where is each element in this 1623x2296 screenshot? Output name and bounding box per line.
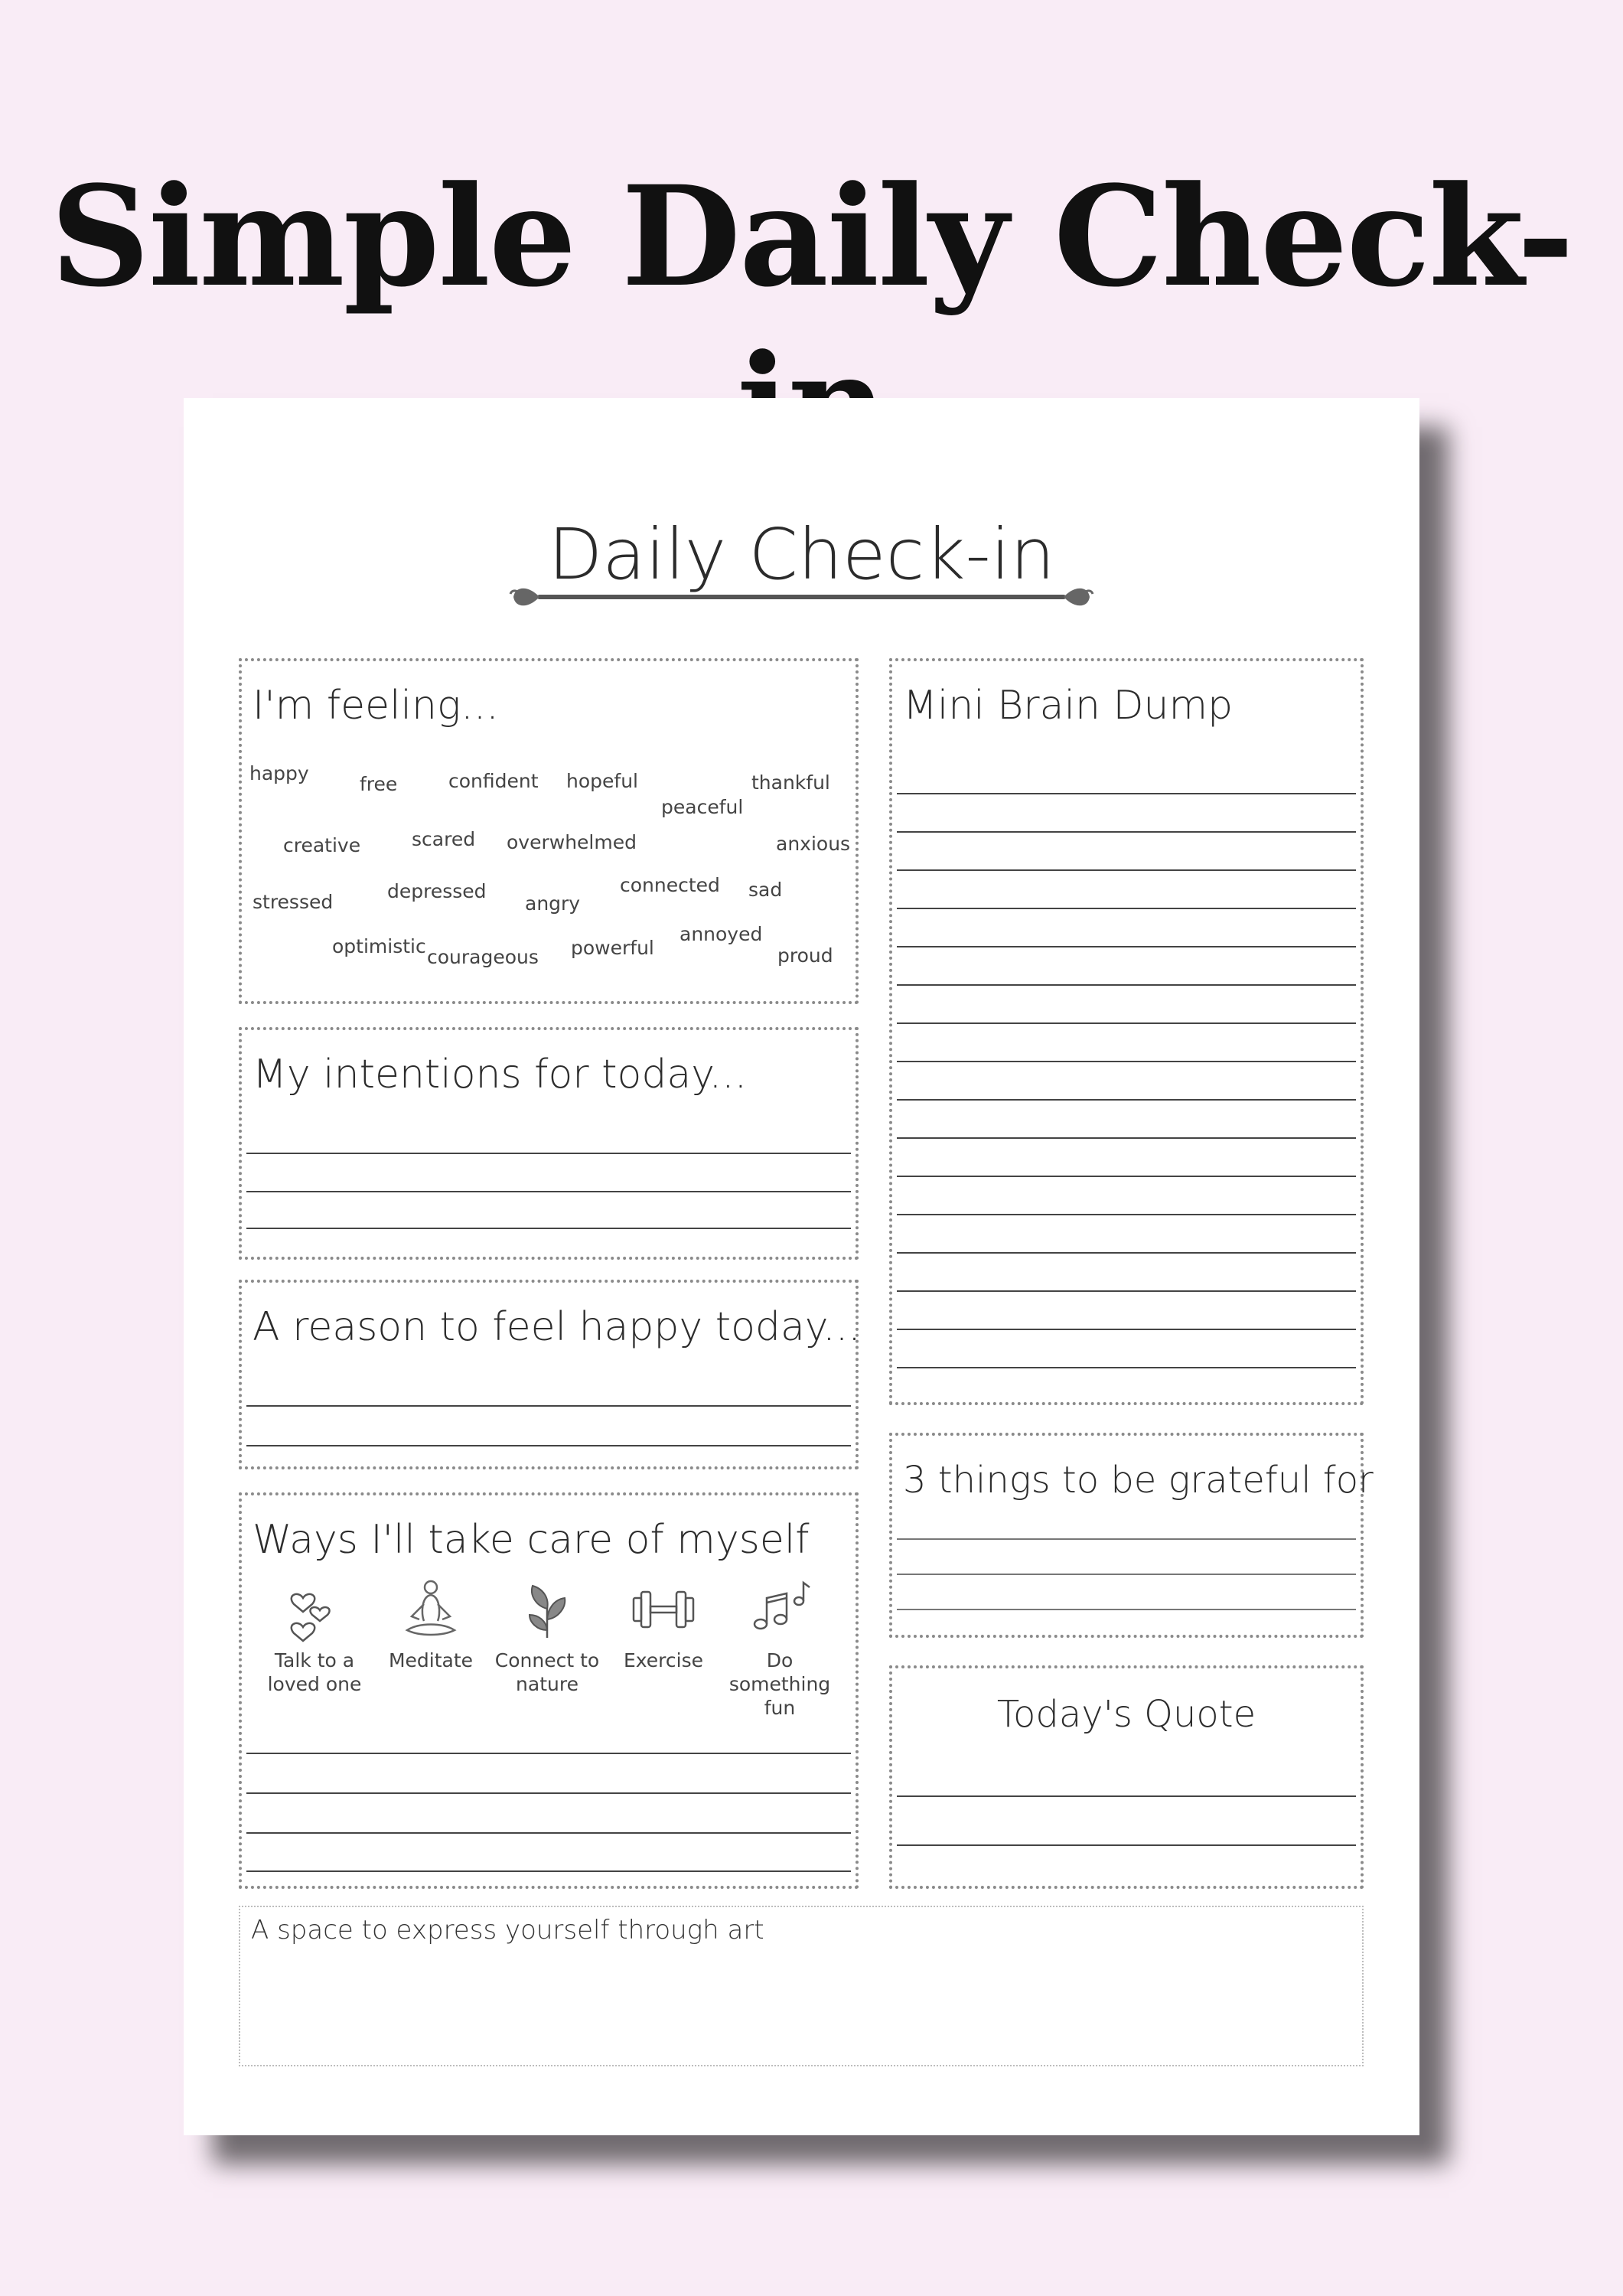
writing-line[interactable] (897, 869, 1356, 871)
feeling-word[interactable]: stressed (253, 891, 334, 913)
writing-line[interactable] (897, 1137, 1356, 1139)
writing-line[interactable] (897, 1214, 1356, 1215)
writing-line[interactable] (246, 1153, 851, 1154)
happy-reason-box (239, 1280, 859, 1469)
art-space-label: A space to express yourself through art (251, 1915, 764, 1945)
care-label: Meditate (388, 1649, 474, 1671)
feeling-word[interactable]: anxious (776, 833, 851, 855)
flourish-divider-icon (509, 577, 1094, 615)
writing-line[interactable] (897, 908, 1356, 909)
feeling-box (239, 658, 859, 1004)
writing-line[interactable] (897, 1329, 1356, 1330)
self-care-title: Ways I'll take care of myself (253, 1517, 810, 1563)
writing-line[interactable] (897, 984, 1356, 986)
care-label: Talk to a (274, 1649, 355, 1671)
hearts-icon (280, 1575, 349, 1644)
worksheet (184, 398, 1419, 2135)
feeling-word[interactable]: hopeful (566, 770, 638, 792)
brain-dump-title: Mini Brain Dump (903, 683, 1234, 729)
care-label: fun (764, 1697, 796, 1719)
writing-line[interactable] (897, 1099, 1356, 1101)
writing-line[interactable] (246, 1753, 851, 1754)
writing-line[interactable] (246, 1870, 851, 1872)
writing-line[interactable] (897, 831, 1356, 833)
care-option-meditate[interactable] (373, 1575, 488, 1672)
care-option-nature[interactable] (490, 1575, 605, 1696)
feeling-word[interactable]: optimistic (332, 935, 426, 957)
feeling-word[interactable]: free (360, 773, 398, 795)
writing-line[interactable] (246, 1405, 851, 1407)
intentions-title: My intentions for today... (253, 1052, 748, 1097)
worksheet-title: Daily Check-in (548, 514, 1055, 595)
writing-line[interactable] (897, 1538, 1356, 1540)
writing-line[interactable] (897, 1609, 1356, 1610)
meditation-icon (396, 1575, 465, 1644)
feeling-word[interactable]: powerful (571, 937, 654, 959)
writing-line[interactable] (246, 1191, 851, 1192)
writing-line[interactable] (897, 1574, 1356, 1575)
care-label: Exercise (623, 1649, 704, 1671)
writing-line[interactable] (897, 1367, 1356, 1368)
feeling-word[interactable]: scared (412, 828, 476, 850)
care-label: nature (516, 1673, 578, 1695)
writing-line[interactable] (897, 1252, 1356, 1254)
quote-box (889, 1665, 1364, 1889)
feeling-word[interactable]: peaceful (661, 796, 744, 818)
feeling-word[interactable]: courageous (427, 946, 539, 968)
art-space-box[interactable] (239, 1906, 1364, 2066)
care-option-talk[interactable] (257, 1575, 372, 1696)
dumbbell-icon (629, 1575, 698, 1644)
happy-reason-title: A reason to feel happy today... (253, 1304, 861, 1350)
care-option-fun[interactable] (722, 1575, 837, 1720)
feeling-word[interactable]: sad (748, 879, 783, 901)
feeling-word[interactable]: overwhelmed (507, 831, 637, 853)
care-option-exercise[interactable] (606, 1575, 721, 1672)
brain-dump-box (889, 658, 1364, 1405)
feeling-word[interactable]: angry (525, 892, 581, 915)
writing-line[interactable] (897, 946, 1356, 947)
writing-line[interactable] (897, 1061, 1356, 1062)
quote-title: Today's Quote (996, 1693, 1256, 1736)
grateful-box (889, 1433, 1374, 1638)
feeling-word[interactable]: creative (283, 834, 361, 856)
music-notes-icon (745, 1575, 814, 1644)
writing-line[interactable] (246, 1832, 851, 1834)
feeling-word[interactable]: thankful (751, 771, 830, 794)
writing-line[interactable] (246, 1445, 851, 1446)
feeling-word[interactable]: proud (777, 944, 833, 967)
care-label: Do something (728, 1649, 831, 1695)
feeling-word[interactable]: connected (620, 874, 720, 896)
writing-line[interactable] (897, 1290, 1356, 1292)
feeling-word[interactable]: happy (249, 762, 309, 784)
care-label: loved one (267, 1673, 362, 1695)
writing-line[interactable] (246, 1228, 851, 1229)
care-label: Connect to (494, 1649, 600, 1671)
grateful-title: 3 things to be grateful for (903, 1459, 1374, 1502)
self-care-box (239, 1492, 859, 1889)
writing-line[interactable] (897, 1795, 1356, 1797)
intentions-box (239, 1027, 859, 1260)
writing-line[interactable] (897, 1022, 1356, 1024)
writing-line[interactable] (897, 1844, 1356, 1846)
writing-line[interactable] (246, 1792, 851, 1794)
feeling-word[interactable]: depressed (387, 880, 487, 902)
feeling-word[interactable]: confident (448, 770, 539, 792)
leaves-icon (513, 1575, 582, 1644)
writing-line[interactable] (897, 1176, 1356, 1177)
page-title: Simple Daily Check- (50, 156, 1573, 318)
feeling-title: I'm feeling... (253, 683, 499, 729)
writing-line[interactable] (897, 793, 1356, 794)
feeling-word[interactable]: annoyed (680, 923, 763, 945)
